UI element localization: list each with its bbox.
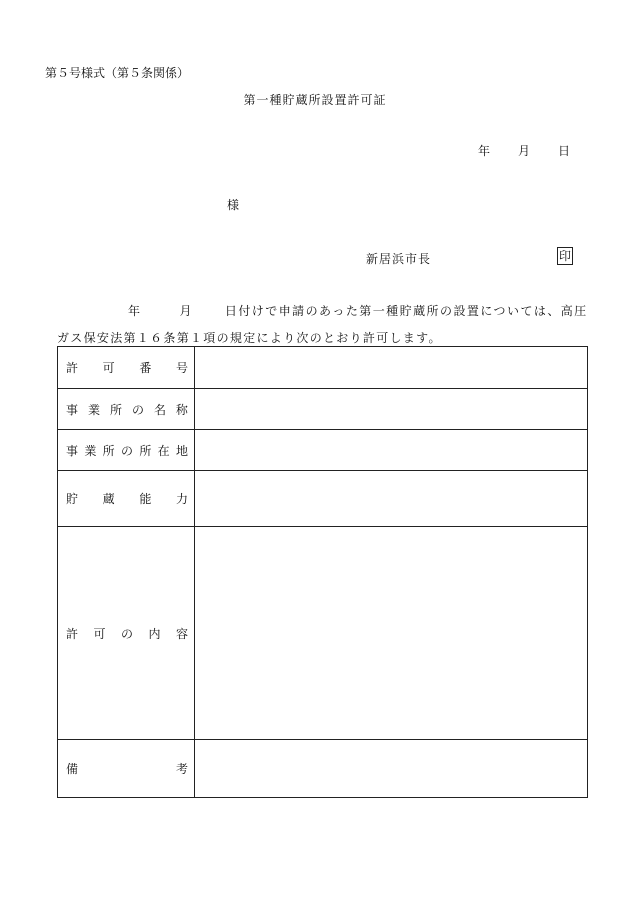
label-char: 蔵 (102, 492, 115, 506)
permit-number-label (58, 347, 195, 389)
business-address-value[interactable] (195, 430, 588, 471)
seal-mark: 印 (559, 249, 572, 263)
label-char: 業 (87, 402, 100, 417)
form-number: 第５号様式（第５条関係） (45, 66, 190, 80)
date-month-label: 月 (518, 144, 531, 158)
label-char: 許 (66, 361, 79, 375)
label-char: 内 (148, 626, 161, 641)
label-char: 業 (84, 443, 97, 458)
label-char: 能 (139, 492, 152, 506)
label-char: 地 (175, 443, 188, 458)
label-char: 名 (153, 402, 166, 417)
body-line-1 (128, 302, 588, 319)
permit-details-table (57, 346, 588, 798)
label-char: 考 (175, 762, 188, 776)
label-char: 事 (66, 402, 79, 417)
remarks-value[interactable] (195, 740, 588, 798)
label-char: の (131, 402, 144, 417)
label-char: 可 (93, 626, 106, 641)
business-name-label (58, 389, 195, 430)
recipient-suffix: 様 (227, 198, 240, 212)
label-char: 所 (139, 443, 152, 458)
table-row-permit-content (58, 527, 588, 740)
label-char: 備 (66, 762, 79, 776)
label-char: 容 (175, 626, 188, 641)
table-row-business-address (58, 430, 588, 471)
business-name-value[interactable] (195, 389, 588, 430)
table-row-storage-capacity (58, 471, 588, 527)
label-char: 号 (175, 361, 188, 375)
body-year-label: 年 (128, 304, 142, 318)
body-line-2: ガス保安法第１６条第１項の規定により次のとおり許可します。 (57, 331, 442, 345)
storage-capacity-value[interactable] (195, 471, 588, 527)
table-row-remarks (58, 740, 588, 798)
label-char: 事 (66, 443, 79, 458)
label-char: 貯 (66, 492, 79, 506)
table-row-business-name (58, 389, 588, 430)
business-address-label (58, 430, 195, 471)
body-month-label: 月 (179, 304, 193, 318)
remarks-label (58, 740, 195, 798)
table-row-permit-number (58, 347, 588, 389)
label-char: 在 (157, 443, 170, 458)
permit-content-value[interactable] (195, 527, 588, 740)
date-year-label: 年 (478, 144, 491, 158)
permit-content-label (58, 527, 195, 740)
label-char: 番 (139, 361, 152, 375)
permit-number-value[interactable] (195, 347, 588, 389)
issue-date (478, 142, 570, 159)
issuer-name: 新居浜市長 (366, 252, 432, 266)
label-char: 許 (66, 626, 79, 641)
label-char: の (120, 626, 133, 641)
label-char: の (120, 443, 133, 458)
body-line-1-text: 日付けで申請のあった第一種貯蔵所の設置については、高圧 (224, 304, 588, 318)
label-char: 所 (109, 402, 122, 417)
label-char: 可 (102, 361, 115, 375)
label-char: 所 (102, 443, 115, 458)
label-char: 称 (175, 402, 188, 417)
storage-capacity-label (58, 471, 195, 527)
date-day-label: 日 (558, 144, 571, 158)
label-char: 力 (175, 492, 188, 506)
document-title: 第一種貯蔵所設置許可証 (243, 93, 387, 107)
